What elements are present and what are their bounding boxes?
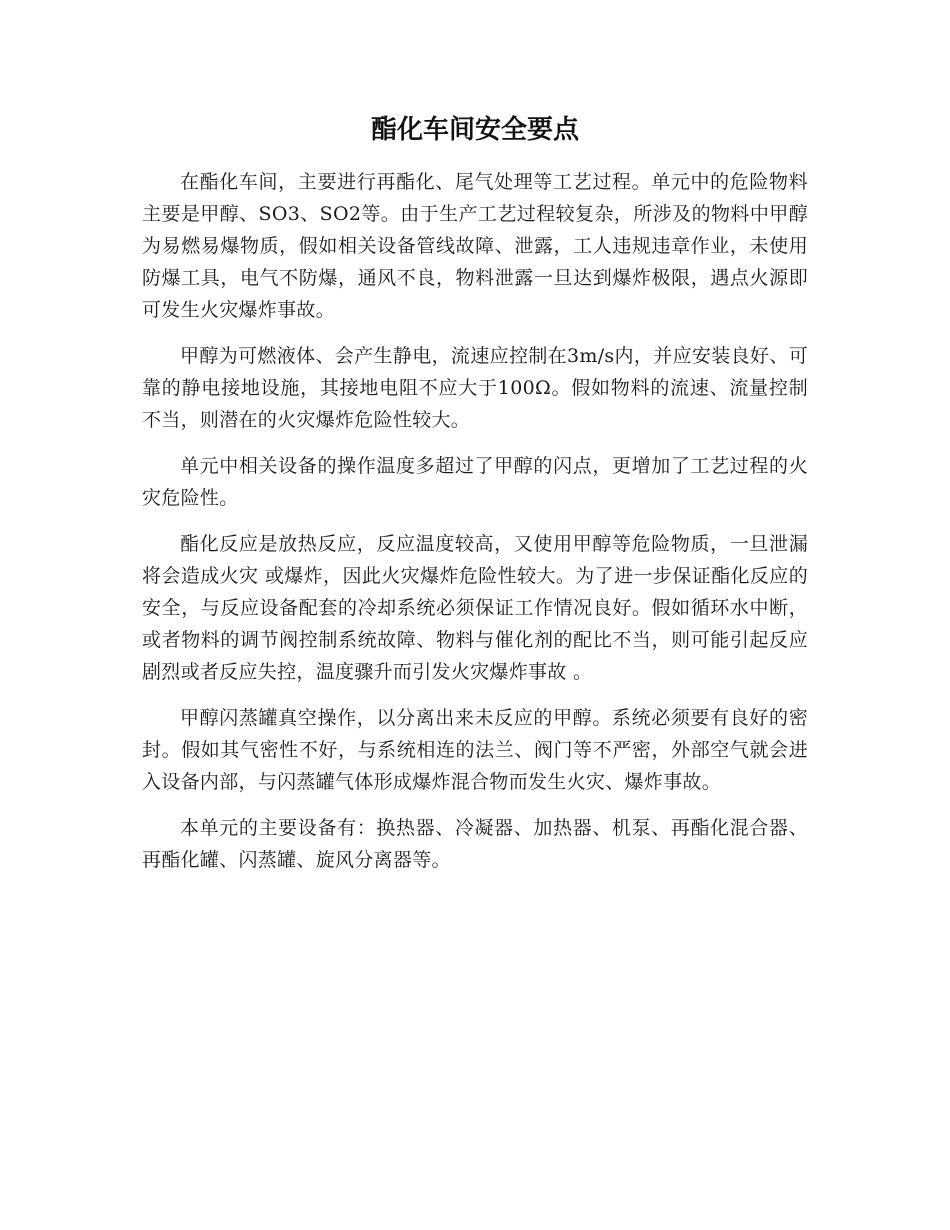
paragraph-6: 本单元的主要设备有：换热器、冷凝器、加热器、机泵、再酯化混合器、再酯化罐、闪蒸罐、旋风分离器等。 xyxy=(142,817,808,871)
document-title: 酯化车间安全要点 xyxy=(370,115,579,145)
paragraph-3: 单元中相关设备的操作温度多超过了甲醇的闪点，更增加了工艺过程的火灾危险性。 xyxy=(142,455,808,509)
document-body xyxy=(142,166,808,890)
paragraph-1: 在酯化车间，主要进行再酯化、尾气处理等工艺过程。单元中的危险物料主要是甲醇、SO3、SO2等。由于生产工艺过程较复杂，所涉及的物料中甲醇为易燃易爆物质，假如相关设备管线故障、泄露，工人违规违章作业，未使用防爆工具，电气不防爆，通风不良，物料泄露一旦达到爆炸极限，遇点火源即可发生火灾爆炸事故。 xyxy=(142,171,808,321)
paragraph-4: 酯化反应是放热反应，反应温度较高，又使用甲醇等危险物质，一旦泄漏将会造成火灾 或爆炸，因此火灾爆炸危险性较大。为了进一步保证酯化反应的安全，与反应设备配套的冷却系统必须保证工作情况良好。假如循环水中断，或者物料的调节阀控制系统故障、物料与催化剂的配比不当，则可能引起反应剧烈或者反应失控，温度骤升而引发火灾爆炸事故 。 xyxy=(142,533,808,683)
paragraph-2: 甲醇为可燃液体、会产生静电，流速应控制在3m/s内，并应安装良好、可靠的静电接地设施，其接地电阻不应大于100Ω。假如物料的流速、流量控制不当，则潜在的火灾爆炸危险性较大。 xyxy=(142,345,808,431)
paragraph-5: 甲醇闪蒸罐真空操作，以分离出来未反应的甲醇。系统必须要有良好的密封。假如其气密性不好，与系统相连的法兰、阀门等不严密，外部空气就会进入设备内部，与闪蒸罐气体形成爆炸混合物而发生火灾、爆炸事故。 xyxy=(142,707,808,793)
